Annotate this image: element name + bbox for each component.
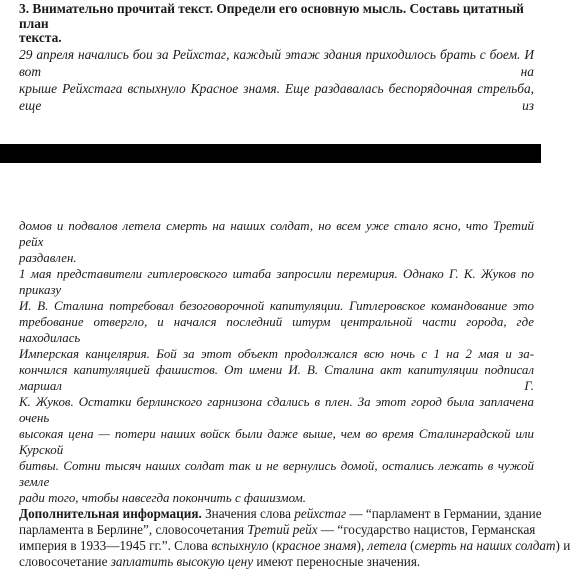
text-line: К. Жуков. Остатки берлинского гарнизона сдались в плен. За этот город была заплачена очень (19, 395, 534, 425)
extra-info-line-1: Дополнительная информация. Значения слова рейхстаг — “парламент в Германии, здание (19, 506, 542, 521)
text-line: битвы. Сотни тысяч наших солдат так и не вернулись домой, остались лежать в чужой земле (19, 459, 534, 489)
black-divider-bar (0, 144, 541, 163)
text-line: И. В. Сталина потребовал безоговорочной капитуляции. Гитлеровское командование это (19, 299, 534, 313)
text-line: 1 мая представители гитлеровского штаба запросили перемирия. Однако Г. К. Жуков по приказу (19, 267, 534, 297)
top-section (19, 2, 534, 114)
task-line-1: 3. Внимательно прочитай текст. Определи его основную мысль. Составь цитатный план (19, 1, 524, 31)
text-line: высокая цена — потери наших войск были даже выше, чем во время Сталинградской или Курской (19, 427, 534, 457)
task-line-2: текста. (19, 30, 62, 45)
text-line: домов и подвалов летела смерть на наших солдат, но всем уже стало ясно, что Третий рейх (19, 219, 534, 249)
text-line: раздавлен. (19, 251, 77, 265)
extra-info-line-2: парламента в Берлине”, словосочетания Третий рейх — “государство нацистов, Германская (19, 522, 536, 537)
bottom-section (19, 218, 570, 570)
text-line: кончился капитуляцией фашистов. От имени И. В. Сталина акт капитуляции подписал маршал Г. (19, 363, 534, 393)
extra-info-line-3: империя в 1933—1945 гг.”. Слова вспыхнулo (красное знамя), летела (смерть на наших солдат) и (19, 538, 570, 553)
text-top-line-2: крыше Рейхстага вспыхнуло Красное знамя. Еще раздавалась беспорядочная стрельба, еще из (19, 80, 534, 113)
task-heading (19, 2, 534, 46)
text-top-line-1: 29 апреля начались бои за Рейхстаг, каждый этаж здания приходилось брать с боем. И вот на (19, 46, 534, 79)
extra-info-label: Дополнительная информация. (19, 506, 202, 521)
text-line: Имперская канцелярия. Бой за этот объект продолжался всю ночь с 1 на 2 мая и за- (19, 347, 534, 361)
extra-info-line-4: словосочетание заплатить высокую цену имеют переносные значения. (19, 554, 421, 569)
text-line: требование отвергло, и начался последний штурм центральной части города, где находилась (19, 315, 534, 345)
text-line: ради того, чтобы навсегда покончить с фашизмом. (19, 491, 306, 505)
